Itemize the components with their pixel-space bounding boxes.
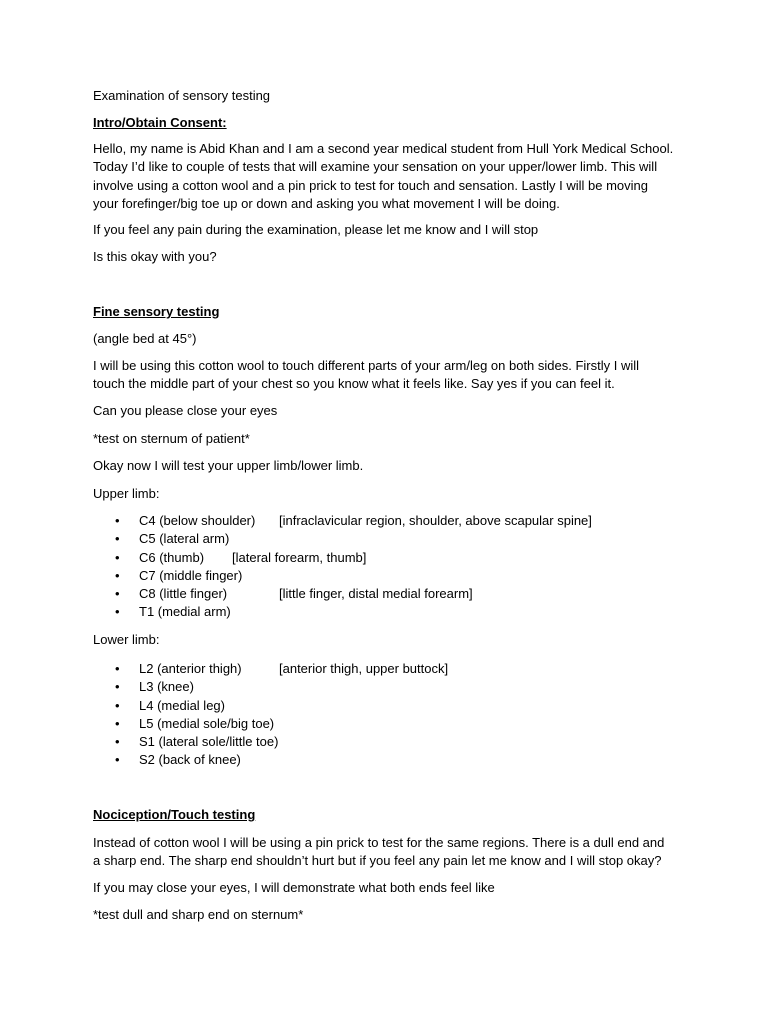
dull-sharp-text: *test dull and sharp end on sternum* <box>93 907 304 922</box>
nociception-heading <box>93 806 683 824</box>
lower-limb-label <box>93 631 683 649</box>
upper-label-text: Upper limb: <box>93 486 160 501</box>
nociception-heading-text: Nociception/Touch testing <box>93 807 256 822</box>
okay-now-text: Okay now I will test your upper limb/lower limb. <box>93 458 364 473</box>
bullet-icon: • <box>115 586 120 602</box>
close-eyes-text: Can you please close your eyes <box>93 403 278 418</box>
sternum-test-line <box>93 430 683 448</box>
list-item <box>93 549 693 567</box>
dull-sharp-test-line <box>93 906 683 924</box>
dermatome-label: L4 (medial leg) <box>139 697 225 713</box>
list-item <box>93 603 693 621</box>
okay-line-text: Is this okay with you? <box>93 249 217 264</box>
upper-limb-list <box>93 512 693 622</box>
list-item <box>93 512 693 530</box>
cotton-paragraph <box>93 357 683 394</box>
upper-limb-label <box>93 485 683 503</box>
intro-line: Today I’d like to couple of tests that will examine your sensation on your upper/lower limb. This will <box>93 159 658 175</box>
list-item <box>93 678 693 696</box>
dermatome-label: C7 (middle finger) <box>139 567 243 583</box>
intro-line: your forefinger/big toe up or down and asking you what movement I will be doing. <box>93 195 560 211</box>
pin-paragraph <box>93 834 683 871</box>
dermatome-label: C8 (little finger) <box>139 586 228 602</box>
sternum-test-text: *test on sternum of patient* <box>93 431 250 446</box>
cotton-line: touch the middle part of your chest so you know what it feels like. Say yes if you can feel it. <box>93 376 615 392</box>
bullet-icon: • <box>115 679 120 695</box>
consent-question <box>93 248 683 266</box>
list-item <box>93 585 693 603</box>
bullet-icon: • <box>115 531 120 547</box>
list-item <box>93 751 693 769</box>
bullet-icon: • <box>115 604 120 620</box>
dermatome-region: [infraclavicular region, shoulder, above scapular spine] <box>279 513 592 528</box>
fine-heading-text: Fine sensory testing <box>93 304 220 319</box>
list-item <box>93 697 693 715</box>
list-item <box>93 567 693 585</box>
list-item <box>93 715 693 733</box>
dermatome-label: T1 (medial arm) <box>139 604 231 620</box>
dermatome-region: [little finger, distal medial forearm] <box>279 586 473 602</box>
bullet-icon: • <box>115 661 120 676</box>
bullet-icon: • <box>115 513 120 528</box>
angle-line-text: (angle bed at 45°) <box>93 331 197 346</box>
dermatome-label: S2 (back of knee) <box>139 752 241 768</box>
dermatome-label: L3 (knee) <box>139 679 194 695</box>
pin-line: Instead of cotton wool I will be using a pin prick to test for the same regions. There is a dull end and <box>93 835 665 850</box>
dermatome-label: L5 (medial sole/big toe) <box>139 715 275 731</box>
lower-limb-list <box>93 660 693 770</box>
demonstrate-line <box>93 879 683 897</box>
title-text: Examination of sensory testing <box>93 88 271 103</box>
pain-line-text: If you feel any pain during the examination, please let me know and I will stop <box>93 222 539 237</box>
close-eyes-line <box>93 402 683 420</box>
intro-line: Hello, my name is Abid Khan and I am a second year medical student from Hull York Medical School. <box>93 141 674 156</box>
pain-statement <box>93 221 683 239</box>
bullet-icon: • <box>115 697 120 713</box>
dermatome-label: S1 (lateral sole/little toe) <box>139 734 279 750</box>
dermatome-label: C5 (lateral arm) <box>139 531 230 547</box>
bullet-icon: • <box>115 715 120 731</box>
list-item <box>93 530 693 548</box>
pin-line: a sharp end. The sharp end shouldn’t hurt but if you feel any pain let me know and I will stop okay? <box>93 853 662 869</box>
lower-label-text: Lower limb: <box>93 632 160 647</box>
dermatome-region: [lateral forearm, thumb] <box>232 549 367 565</box>
intro-heading-text: Intro/Obtain Consent: <box>93 115 227 130</box>
dermatome-region: [anterior thigh, upper buttock] <box>279 661 449 676</box>
bullet-icon: • <box>115 752 120 768</box>
dermatome-label: L2 (anterior thigh) <box>139 661 242 676</box>
demonstrate-text: If you may close your eyes, I will demonstrate what both ends feel like <box>93 880 495 895</box>
list-item <box>93 733 693 751</box>
document-title <box>93 87 683 105</box>
cotton-line: I will be using this cotton wool to touch different parts of your arm/leg on both sides. Firstly I will <box>93 358 640 373</box>
bullet-icon: • <box>115 549 120 565</box>
fine-heading <box>93 303 683 321</box>
dermatome-label: C4 (below shoulder) <box>139 513 256 528</box>
intro-heading <box>93 114 683 132</box>
bullet-icon: • <box>115 734 120 750</box>
list-item <box>93 660 693 678</box>
intro-line: involve using a cotton wool and a pin prick to test for touch and sensation. Lastly I will be moving <box>93 177 648 193</box>
bullet-icon: • <box>115 567 120 583</box>
intro-paragraph <box>93 140 683 213</box>
angle-note <box>93 330 683 348</box>
dermatome-label: C6 (thumb) <box>139 549 205 565</box>
okay-now-line <box>93 457 683 475</box>
